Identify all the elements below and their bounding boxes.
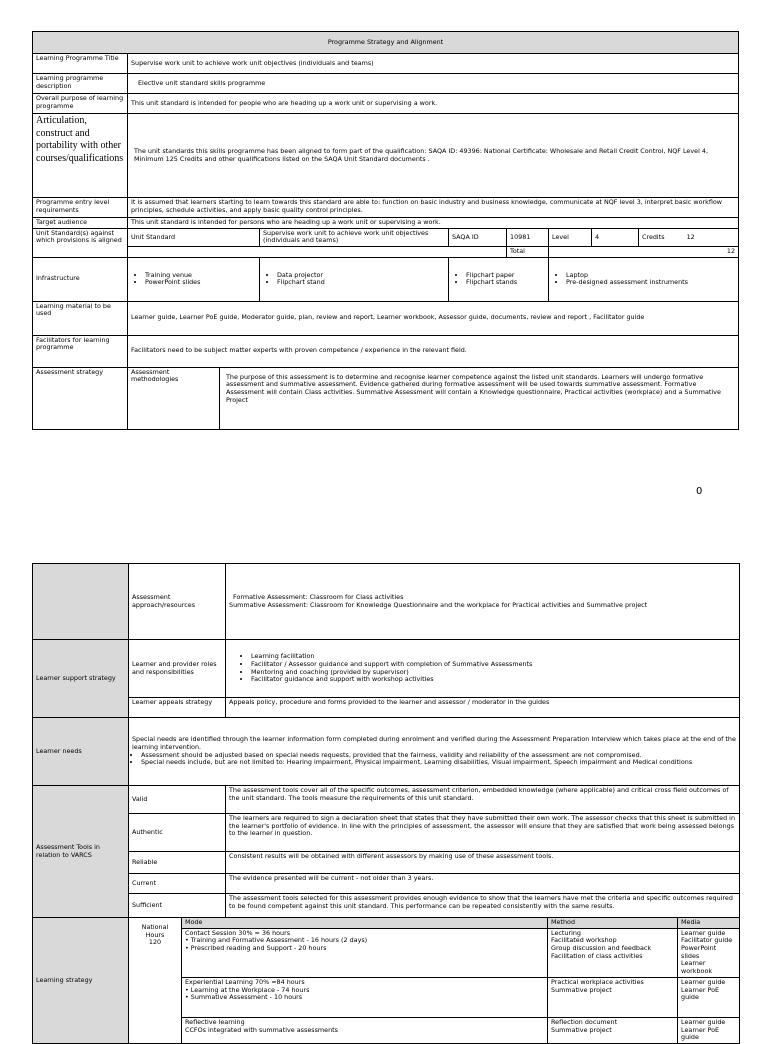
valid-value: The assessment tools cover all of the specific outcomes, assessment criterion, embedded knowledge (where applicable) and critical cross field outcomes of the unit standard. The tools measure the requirements of this unit standard. <box>226 786 740 814</box>
row-label-entry: Programme entry level requirements <box>33 198 128 218</box>
programme-strategy-table <box>32 31 739 430</box>
unit-standard-title: Supervise work unit to achieve work unit objectives (individuals and teams) <box>260 228 449 246</box>
authentic-label: Authentic <box>129 814 226 852</box>
roles-list <box>226 640 740 698</box>
approach-empty-label <box>33 564 129 640</box>
media-line: Learner guide <box>681 977 726 986</box>
assessment-support-table <box>32 563 740 1044</box>
varcs-label: Assessment Tools in relation to VARCS <box>33 786 129 918</box>
mode-line: • Learning at the Workplace - 74 hours <box>185 985 310 994</box>
level-value: 4 <box>592 228 639 246</box>
media-cell <box>678 1017 740 1043</box>
reliable-value: Consistent results will be obtained with different assessors by making use of these assessment tools. <box>226 852 740 874</box>
sufficient-value: The assessment tools selected for this assessment provides enough evidence to show that the learners have met the criteria and specific outcomes required to be found competent against this unit standard. This performance can be repeated consistently with the same results. <box>226 894 740 918</box>
method-line: Facilitated workshop <box>551 936 617 945</box>
infrastructure-col-1 <box>128 257 260 301</box>
infrastructure-col-2 <box>260 257 449 301</box>
mode-cell <box>182 928 548 977</box>
level-label: Level <box>549 228 592 246</box>
media-line: Learner PoE guide <box>681 985 720 1002</box>
articulation-value: The unit standards this skills programme has been aligned to form part of the qualification: SAQA ID: 49396: National Certificate: Wholesale and Retail Credit Control, NQF Level 4, Minimum 125 Credits and other qualifications listed on the SAQA Unit Standard documents . <box>128 114 739 198</box>
total-label: Total <box>507 247 549 258</box>
media-line: PowerPoint slides <box>681 944 717 960</box>
mode-header: Mode <box>182 918 548 929</box>
current-value: The evidence presented will be current - not older than 3 years. <box>226 874 740 894</box>
reliable-label: Reliable <box>129 852 226 874</box>
media-line: Learner workbook <box>681 959 713 976</box>
national-hours-value: 120 <box>148 938 162 947</box>
row-label-assessment: Assessment strategy <box>33 367 128 429</box>
media-cell <box>678 928 740 977</box>
infra-item: • Laptop <box>566 272 735 280</box>
purpose-value: This unit standard is intended for people who are heading up a work unit or supervising a work. <box>128 94 739 114</box>
infra-item: • Data projector <box>277 272 445 280</box>
infra-item: • PowerPoint slides <box>145 279 256 287</box>
saqa-id-value: 10981 <box>507 228 549 246</box>
credits-label: Credits <box>642 232 665 241</box>
total-spacer <box>128 247 507 258</box>
method-line: Facilitation of class activities <box>551 951 643 960</box>
entry-value: It is assumed that learners starting to learn towards this standard are able to: function on basic industry and business knowledge, communicate at NQF level 3, interpret basic workflow principles, schedule activities, and apply basic quality control principles. <box>128 198 739 218</box>
row-label-material: Learning material to be used <box>33 301 128 335</box>
sufficient-label: Sufficient <box>129 894 226 918</box>
facilitators-value: Facilitators need to be subject matter experts with proven competence / experience in the relevant field. <box>128 335 739 367</box>
infra-item: • Flipchart stands <box>466 279 545 287</box>
row-label-articulation: Articulation, construct and portability with other courses/qualifications <box>33 114 128 198</box>
approach-formative: Formative Assessment: Classroom for Class activities <box>233 592 404 601</box>
mode-line: • Training and Formative Assessment - 16 hours (2 days) <box>185 936 368 945</box>
total-value: 12 <box>549 247 739 258</box>
needs-item: • Assessment should be adjusted based on special needs requests, provided that the fairness, validity and reliability of the assessment are not compromised. <box>141 752 736 760</box>
programme-title-value: Supervise work unit to achieve work unit objectives (individuals and teams) <box>128 54 739 74</box>
approach-value <box>226 564 740 640</box>
national-hours-cell <box>129 918 182 1044</box>
support-label: Learner support strategy <box>33 640 129 718</box>
method-cell <box>548 977 678 1017</box>
mode-line: Reflective learning <box>185 1017 245 1026</box>
role-item: • Learning facilitation <box>251 653 736 661</box>
media-cell <box>678 977 740 1017</box>
assessment-methodologies-value: The purpose of this assessment is to determine and recognise learner competence against the listed unit standards. Learners will undergo formative assessment and summative assessment. Evidence gathered during formative assessment will be used towards summative assessment. Formative Assessment will contain Class activities. Summative Assessment will contain a Knowledge questionnaire, Practical activities (workplace) and a Summative Project <box>220 367 739 429</box>
row-label-facilitators: Facilitators for learning programme <box>33 335 128 367</box>
mode-line: • Summative Assessment - 10 hours <box>185 993 303 1002</box>
method-cell <box>548 1017 678 1043</box>
credits-cell <box>639 228 739 246</box>
method-line: Summative project <box>551 985 612 994</box>
row-label-title: Learning Programme Title <box>33 54 128 74</box>
table-title: Programme Strategy and Alignment <box>33 32 739 54</box>
unit-standard-label: Unit Standard <box>128 228 260 246</box>
assessment-methodologies-label: Assessment methodologies <box>128 367 220 429</box>
valid-label: Valid <box>129 786 226 814</box>
role-item: • Mentoring and coaching (provided by supervisor) <box>251 669 736 677</box>
mode-line: CCFOs integrated with summative assessments <box>185 1025 338 1034</box>
role-item: • Facilitator guidance and support with workshop activities <box>251 676 736 684</box>
method-line: Summative project <box>551 1025 612 1034</box>
approach-label: Assessment approach/resources <box>129 564 226 640</box>
method-line: Group discussion and feedback <box>551 944 652 953</box>
strategy-label: Learning strategy <box>33 918 129 1044</box>
role-item: • Facilitator / Assessor guidance and support with completion of Summative Assessments <box>251 661 736 669</box>
row-label-unit-standard: Unit Standard(s) against which provisions is aligned <box>33 228 128 257</box>
method-line: Lecturing <box>551 928 581 937</box>
infra-item: • Flipchart stand <box>277 279 445 287</box>
needs-intro: Special needs are identified through the learner information form completed during enrolment and verified during the Assessment Preparation Interview which takes place at the end of the learning intervention. <box>132 735 736 751</box>
row-label-audience: Target audience <box>33 218 128 229</box>
media-line: Learner guide <box>681 928 726 937</box>
saqa-id-label: SAQA ID <box>449 228 507 246</box>
media-line: Learner PoE guide <box>681 1025 720 1042</box>
appeals-value: Appeals policy, procedure and forms provided to the learner and assessor / moderator in the guides <box>226 698 740 718</box>
row-label-infrastructure: Infrastructure <box>33 257 128 301</box>
approach-summative: Summative Assessment: Classroom for Knowledge Questionnaire and the workplace for Practical activities and Summative project <box>229 600 648 609</box>
mode-line: Experiential Learning 70% =84 hours <box>185 977 305 986</box>
mode-line: • Prescribed reading and Support - 20 hours <box>185 944 327 953</box>
row-label-description: Learning programme description <box>33 74 128 94</box>
mode-cell <box>182 977 548 1017</box>
infra-item: • Training venue <box>145 272 256 280</box>
roles-label: Learner and provider roles and responsibilities <box>129 640 226 698</box>
page-number: 0 <box>696 486 703 497</box>
method-header: Method <box>548 918 678 929</box>
media-line: Learner guide <box>681 1017 726 1026</box>
credits-value: 12 <box>686 232 695 241</box>
current-label: Current <box>129 874 226 894</box>
material-value: Learner guide, Learner PoE guide, Moderator guide, plan, review and report, Learner workbook, Assessor guide, documents, review and report , Facilitator guide <box>128 301 739 335</box>
authentic-value: The learners are required to sign a declaration sheet that states that they have submitted their own work. The assessor checks that this sheet is submitted in the learner's portfolio of evidence. In line with the principles of assessment, the assessor will ensure that they are satisfied that work being assessed belongs to the learner in question. <box>226 814 740 852</box>
appeals-label: Learner appeals strategy <box>129 698 226 718</box>
description-value: Elective unit standard skills programme <box>128 74 739 94</box>
infra-item: • Pre-designed assessment instruments <box>566 279 735 287</box>
method-line: Practical workplace activities <box>551 977 644 986</box>
media-line: Facilitator guide <box>681 936 733 945</box>
mode-cell <box>182 1017 548 1043</box>
row-label-purpose: Overall purpose of learning programme <box>33 94 128 114</box>
infra-item: • Flipchart paper <box>466 272 545 280</box>
audience-value: This unit standard is intended for persons who are heading up a work unit or supervising a work. <box>128 218 739 229</box>
needs-value <box>129 718 740 786</box>
method-cell <box>548 928 678 977</box>
national-hours-label: National Hours <box>141 923 169 939</box>
needs-item: • Special needs include, but are not limited to: Hearing impairment, Physical impairment, Learning disabilities, Visual impairment, Speech impairment and Medical conditions <box>141 759 736 767</box>
infrastructure-col-4 <box>549 257 739 301</box>
needs-label: Learner needs <box>33 718 129 786</box>
media-header: Media <box>678 918 740 929</box>
method-line: Reflection document <box>551 1017 618 1026</box>
infrastructure-col-3 <box>449 257 549 301</box>
mode-line: Contact Session 30% = 36 hours <box>185 928 291 937</box>
